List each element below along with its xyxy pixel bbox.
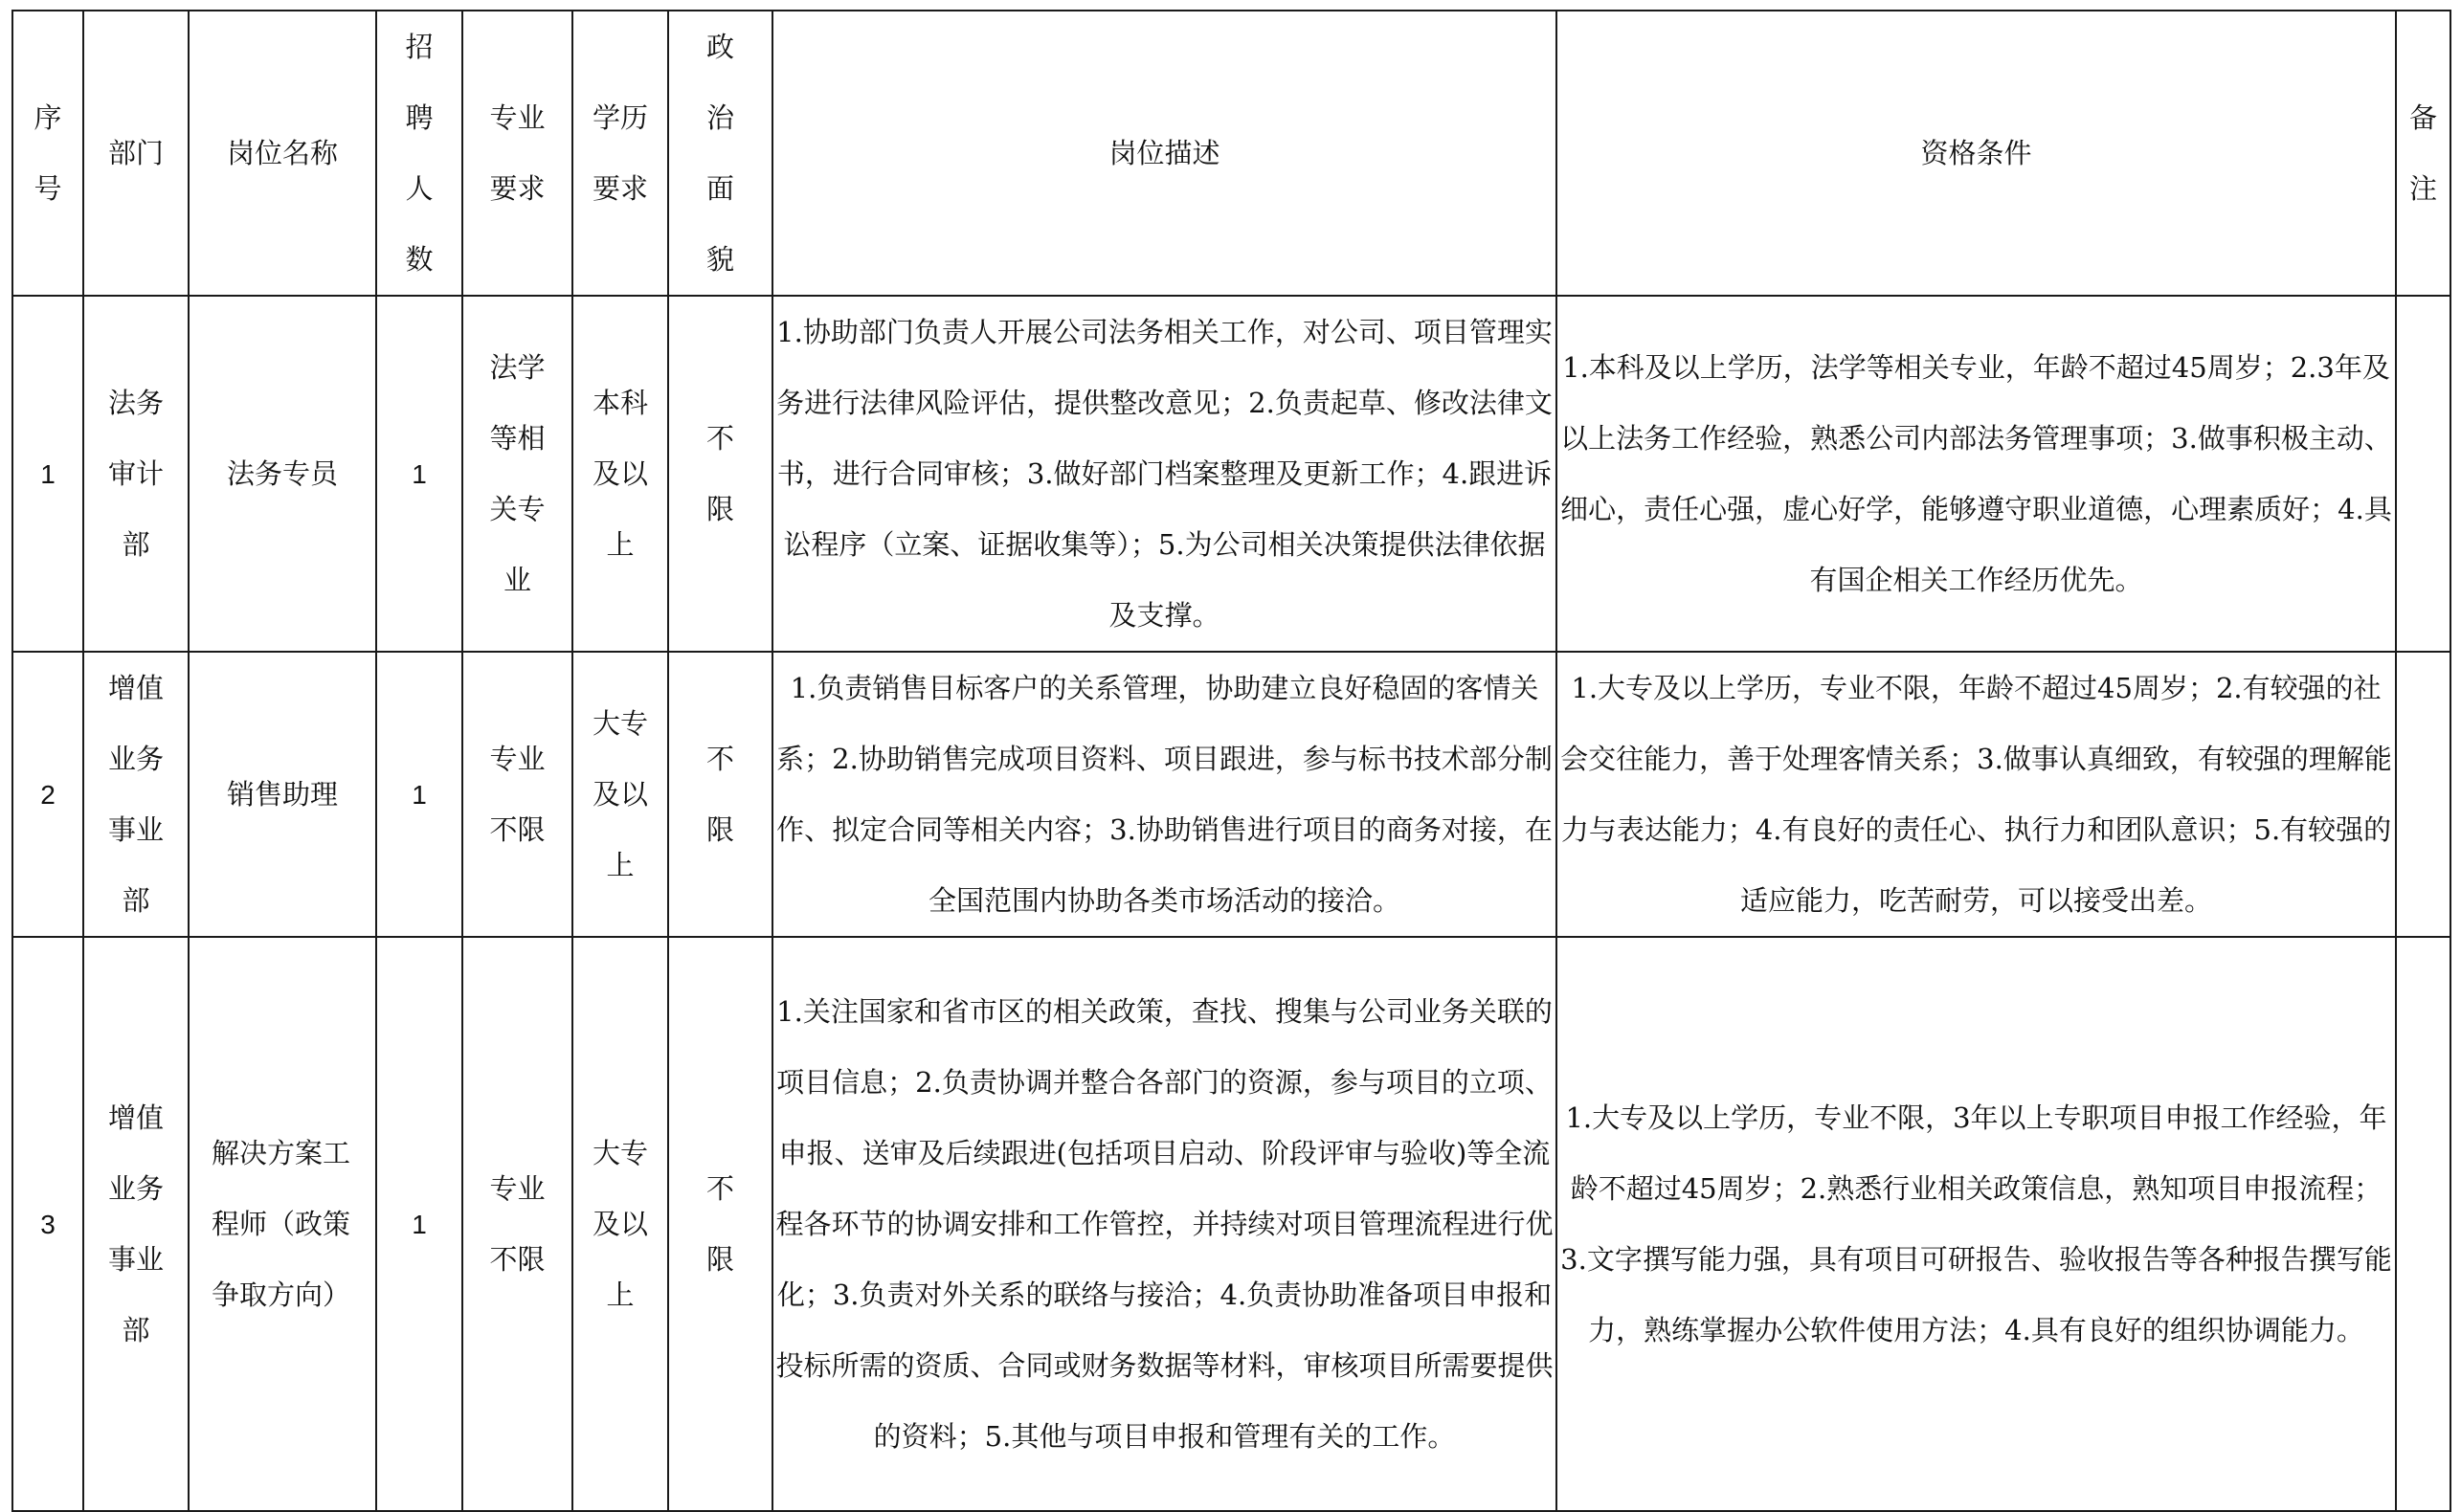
cell-index: 2	[12, 652, 83, 937]
cell-description: 1.关注国家和省市区的相关政策，查找、搜集与公司业务关联的项目信息；2.负责协调并整合各部门的资源，参与项目的立项、申报、送审及后续跟进(包括项目启动、阶段评审与验收)等全流程各环节的协调安排和工作管控，并持续对项目管理流程进行优化；3.负责对外关系的联络与接洽；4.负责协助准备项目申报和投标所需的资质、合同或财务数据等材料，审核项目所需要提供的资料；5.其他与项目申报和管理有关的工作。	[772, 937, 1556, 1511]
table-row	[12, 937, 2450, 1511]
header-position: 岗位名称	[189, 11, 376, 296]
cell-headcount: 1	[376, 652, 462, 937]
cell-department: 法务审计部	[83, 296, 189, 652]
header-department: 部门	[83, 11, 189, 296]
cell-remarks	[2396, 937, 2450, 1511]
header-qualifications: 资格条件	[1556, 11, 2396, 296]
cell-description: 1.协助部门负责人开展公司法务相关工作，对公司、项目管理实务进行法律风险评估，提供整改意见；2.负责起草、修改法律文书，进行合同审核；3.做好部门档案整理及更新工作；4.跟进诉讼程序（立案、证据收集等）；5.为公司相关决策提供法律依据及支撑。	[772, 296, 1556, 652]
header-remarks: 备注	[2396, 11, 2450, 296]
cell-position: 解决方案工程师（政策争取方向）	[189, 937, 376, 1511]
cell-major: 法学等相关专业	[462, 296, 572, 652]
cell-position: 销售助理	[189, 652, 376, 937]
header-description: 岗位描述	[772, 11, 1556, 296]
cell-remarks	[2396, 296, 2450, 652]
cell-education: 大专及以上	[572, 937, 668, 1511]
cell-major: 专业不限	[462, 652, 572, 937]
table-row	[12, 296, 2450, 652]
cell-political: 不限	[668, 652, 772, 937]
table-row	[12, 652, 2450, 937]
cell-qualifications: 1.大专及以上学历，专业不限，年龄不超过45周岁；2.有较强的社会交往能力，善于处理客情关系；3.做事认真细致，有较强的理解能力与表达能力；4.有良好的责任心、执行力和团队意识；5.有较强的适应能力，吃苦耐劳，可以接受出差。	[1556, 652, 2396, 937]
header-row	[12, 11, 2450, 296]
cell-remarks	[2396, 652, 2450, 937]
cell-political: 不限	[668, 296, 772, 652]
cell-index: 3	[12, 937, 83, 1511]
cell-education: 本科及以上	[572, 296, 668, 652]
cell-headcount: 1	[376, 296, 462, 652]
cell-department: 增值业务事业部	[83, 652, 189, 937]
cell-political: 不限	[668, 937, 772, 1511]
cell-major: 专业不限	[462, 937, 572, 1511]
cell-index: 1	[12, 296, 83, 652]
cell-qualifications: 1.本科及以上学历，法学等相关专业，年龄不超过45周岁；2.3年及以上法务工作经验，熟悉公司内部法务管理事项；3.做事积极主动、细心，责任心强，虚心好学，能够遵守职业道德，心理素质好；4.具有国企相关工作经历优先。	[1556, 296, 2396, 652]
header-headcount: 招聘人数	[376, 11, 462, 296]
cell-education: 大专及以上	[572, 652, 668, 937]
header-major: 专业要求	[462, 11, 572, 296]
cell-description: 1.负责销售目标客户的关系管理，协助建立良好稳固的客情关系；2.协助销售完成项目资料、项目跟进，参与标书技术部分制作、拟定合同等相关内容；3.协助销售进行项目的商务对接，在全国范围内协助各类市场活动的接洽。	[772, 652, 1556, 937]
cell-qualifications: 1.大专及以上学历，专业不限，3年以上专职项目申报工作经验，年龄不超过45周岁；2.熟悉行业相关政策信息，熟知项目申报流程；3.文字撰写能力强，具有项目可研报告、验收报告等各种报告撰写能力，熟练掌握办公软件使用方法；4.具有良好的组织协调能力。	[1556, 937, 2396, 1511]
cell-headcount: 1	[376, 937, 462, 1511]
header-political: 政治面貌	[668, 11, 772, 296]
header-index: 序号	[12, 11, 83, 296]
header-education: 学历要求	[572, 11, 668, 296]
cell-position: 法务专员	[189, 296, 376, 652]
recruitment-table	[11, 10, 2451, 1512]
cell-department: 增值业务事业部	[83, 937, 189, 1511]
